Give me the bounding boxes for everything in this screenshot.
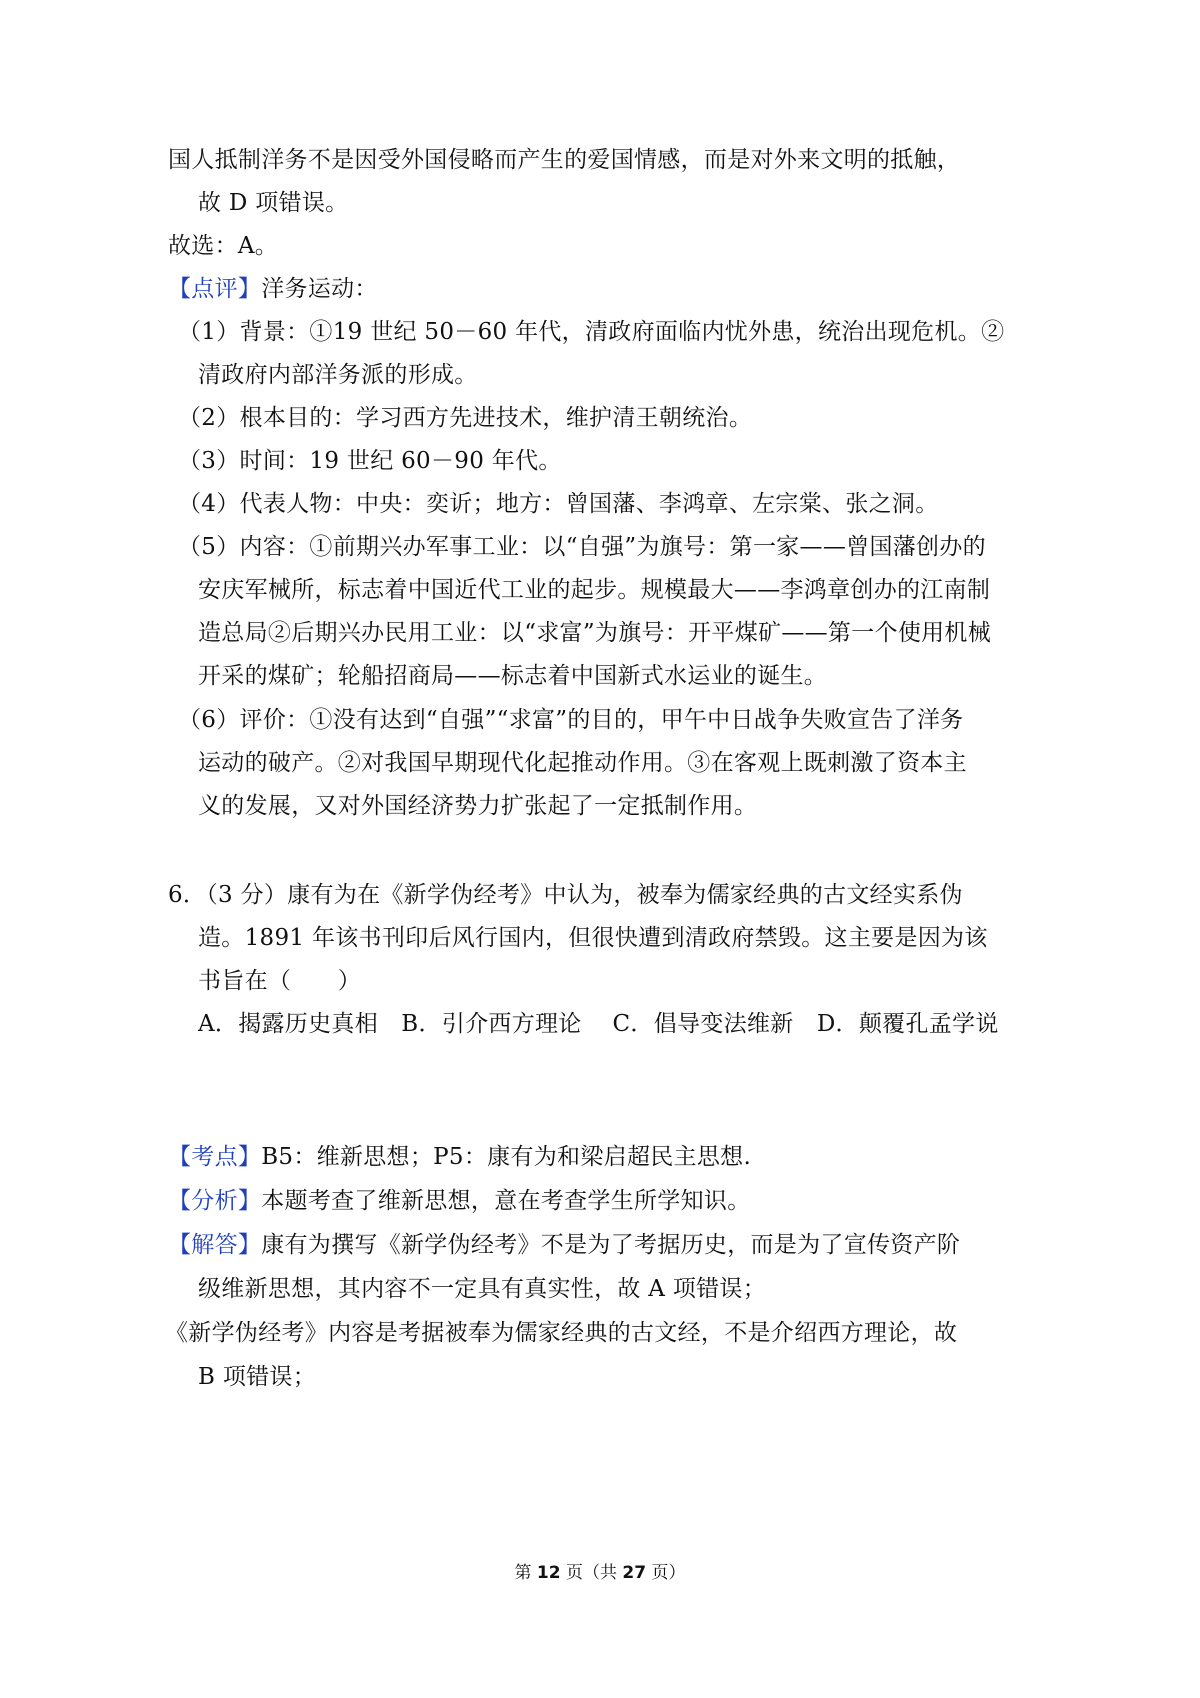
- comment-item: （3）时间：19 世纪 60－90 年代。: [178, 448, 562, 474]
- comment-title: 洋务运动：: [261, 276, 378, 302]
- comment-item: 开采的煤矿；轮船招商局——标志着中国新式水运业的诞生。: [198, 663, 828, 689]
- comment-item: （1）背景：①19 世纪 50－60 年代，清政府面临内忧外患，统治出现危机。②: [178, 319, 1005, 345]
- jieda-line: [168, 1228, 960, 1262]
- fenxi-tag: 【分析】: [168, 1188, 262, 1214]
- fenxi-text: 本题考查了维新思想，意在考查学生所学知识。: [261, 1188, 751, 1214]
- comment-item: （4）代表人物：中央：奕䜣；地方：曾国藩、李鸿章、左宗棠、张之洞。: [178, 491, 939, 517]
- comment-item: （5）内容：①前期兴办军事工业：以“自强”为旗号：第一家——曾国藩创办的: [178, 534, 986, 560]
- text-line: 国人抵制洋务不是因受外国侵略而产生的爱国情感，而是对外来文明的抵触，: [168, 147, 961, 173]
- text-line: 级维新思想，其内容不一定具有真实性，故 A 项错误；: [198, 1276, 767, 1302]
- footer-suffix: 页）: [646, 1563, 686, 1583]
- footer-prefix: 第: [514, 1563, 537, 1583]
- comment-item: 运动的破产。②对我国早期现代化起推动作用。③在客观上既刺激了资本主: [198, 750, 967, 776]
- question-stem: 6．（3 分）康有为在《新学伪经考》中认为，被奉为儒家经典的古文经实系伪: [168, 882, 963, 908]
- footer-page-number: 12: [536, 1563, 561, 1583]
- kaodian-tag: 【考点】: [168, 1144, 262, 1170]
- comment-item: （6）评价：①没有达到“自强”“求富”的目的，甲午中日战争失败宣告了洋务: [178, 707, 964, 733]
- comment-item: （2）根本目的：学习西方先进技术，维护清王朝统治。: [178, 405, 753, 431]
- jieda-text: 康有为撰写《新学伪经考》不是为了考据历史，而是为了宣传资产阶: [261, 1232, 961, 1258]
- footer-middle: 页（共: [560, 1563, 623, 1583]
- comment-item: 义的发展，又对外国经济势力扩张起了一定抵制作用。: [198, 793, 758, 819]
- page-footer: [0, 1558, 1200, 1583]
- comment-item: 造总局②后期兴办民用工业：以“求富”为旗号：开平煤矿——第一个使用机械: [198, 620, 992, 646]
- text-line: 故选：A。: [168, 233, 279, 259]
- text-line: B 项错误；: [198, 1364, 317, 1390]
- question-stem: 书旨在（ ）: [198, 968, 362, 994]
- comment-item: 清政府内部洋务派的形成。: [198, 362, 478, 388]
- text-line: 故 D 项错误。: [198, 190, 349, 216]
- comment-heading: [168, 272, 378, 306]
- fenxi-line: [168, 1184, 751, 1218]
- kaodian-line: [168, 1140, 751, 1174]
- question-stem: 造。1891 年该书刊印后风行国内，但很快遭到清政府禁毁。这主要是因为该: [198, 925, 988, 951]
- jieda-tag: 【解答】: [168, 1232, 262, 1258]
- text-line: 《新学伪经考》内容是考据被奉为儒家经典的古文经，不是介绍西方理论，故: [165, 1320, 958, 1346]
- comment-tag: 【点评】: [168, 276, 262, 302]
- footer-total-pages: 27: [622, 1563, 647, 1583]
- question-options: A．揭露历史真相 B．引介西方理论 C．倡导变法维新 D．颠覆孔孟学说: [198, 1011, 999, 1037]
- comment-item: 安庆军械所，标志着中国近代工业的起步。规模最大——李鸿章创办的江南制: [198, 577, 991, 603]
- kaodian-text: B5：维新思想；P5：康有为和梁启超民主思想.: [261, 1144, 752, 1170]
